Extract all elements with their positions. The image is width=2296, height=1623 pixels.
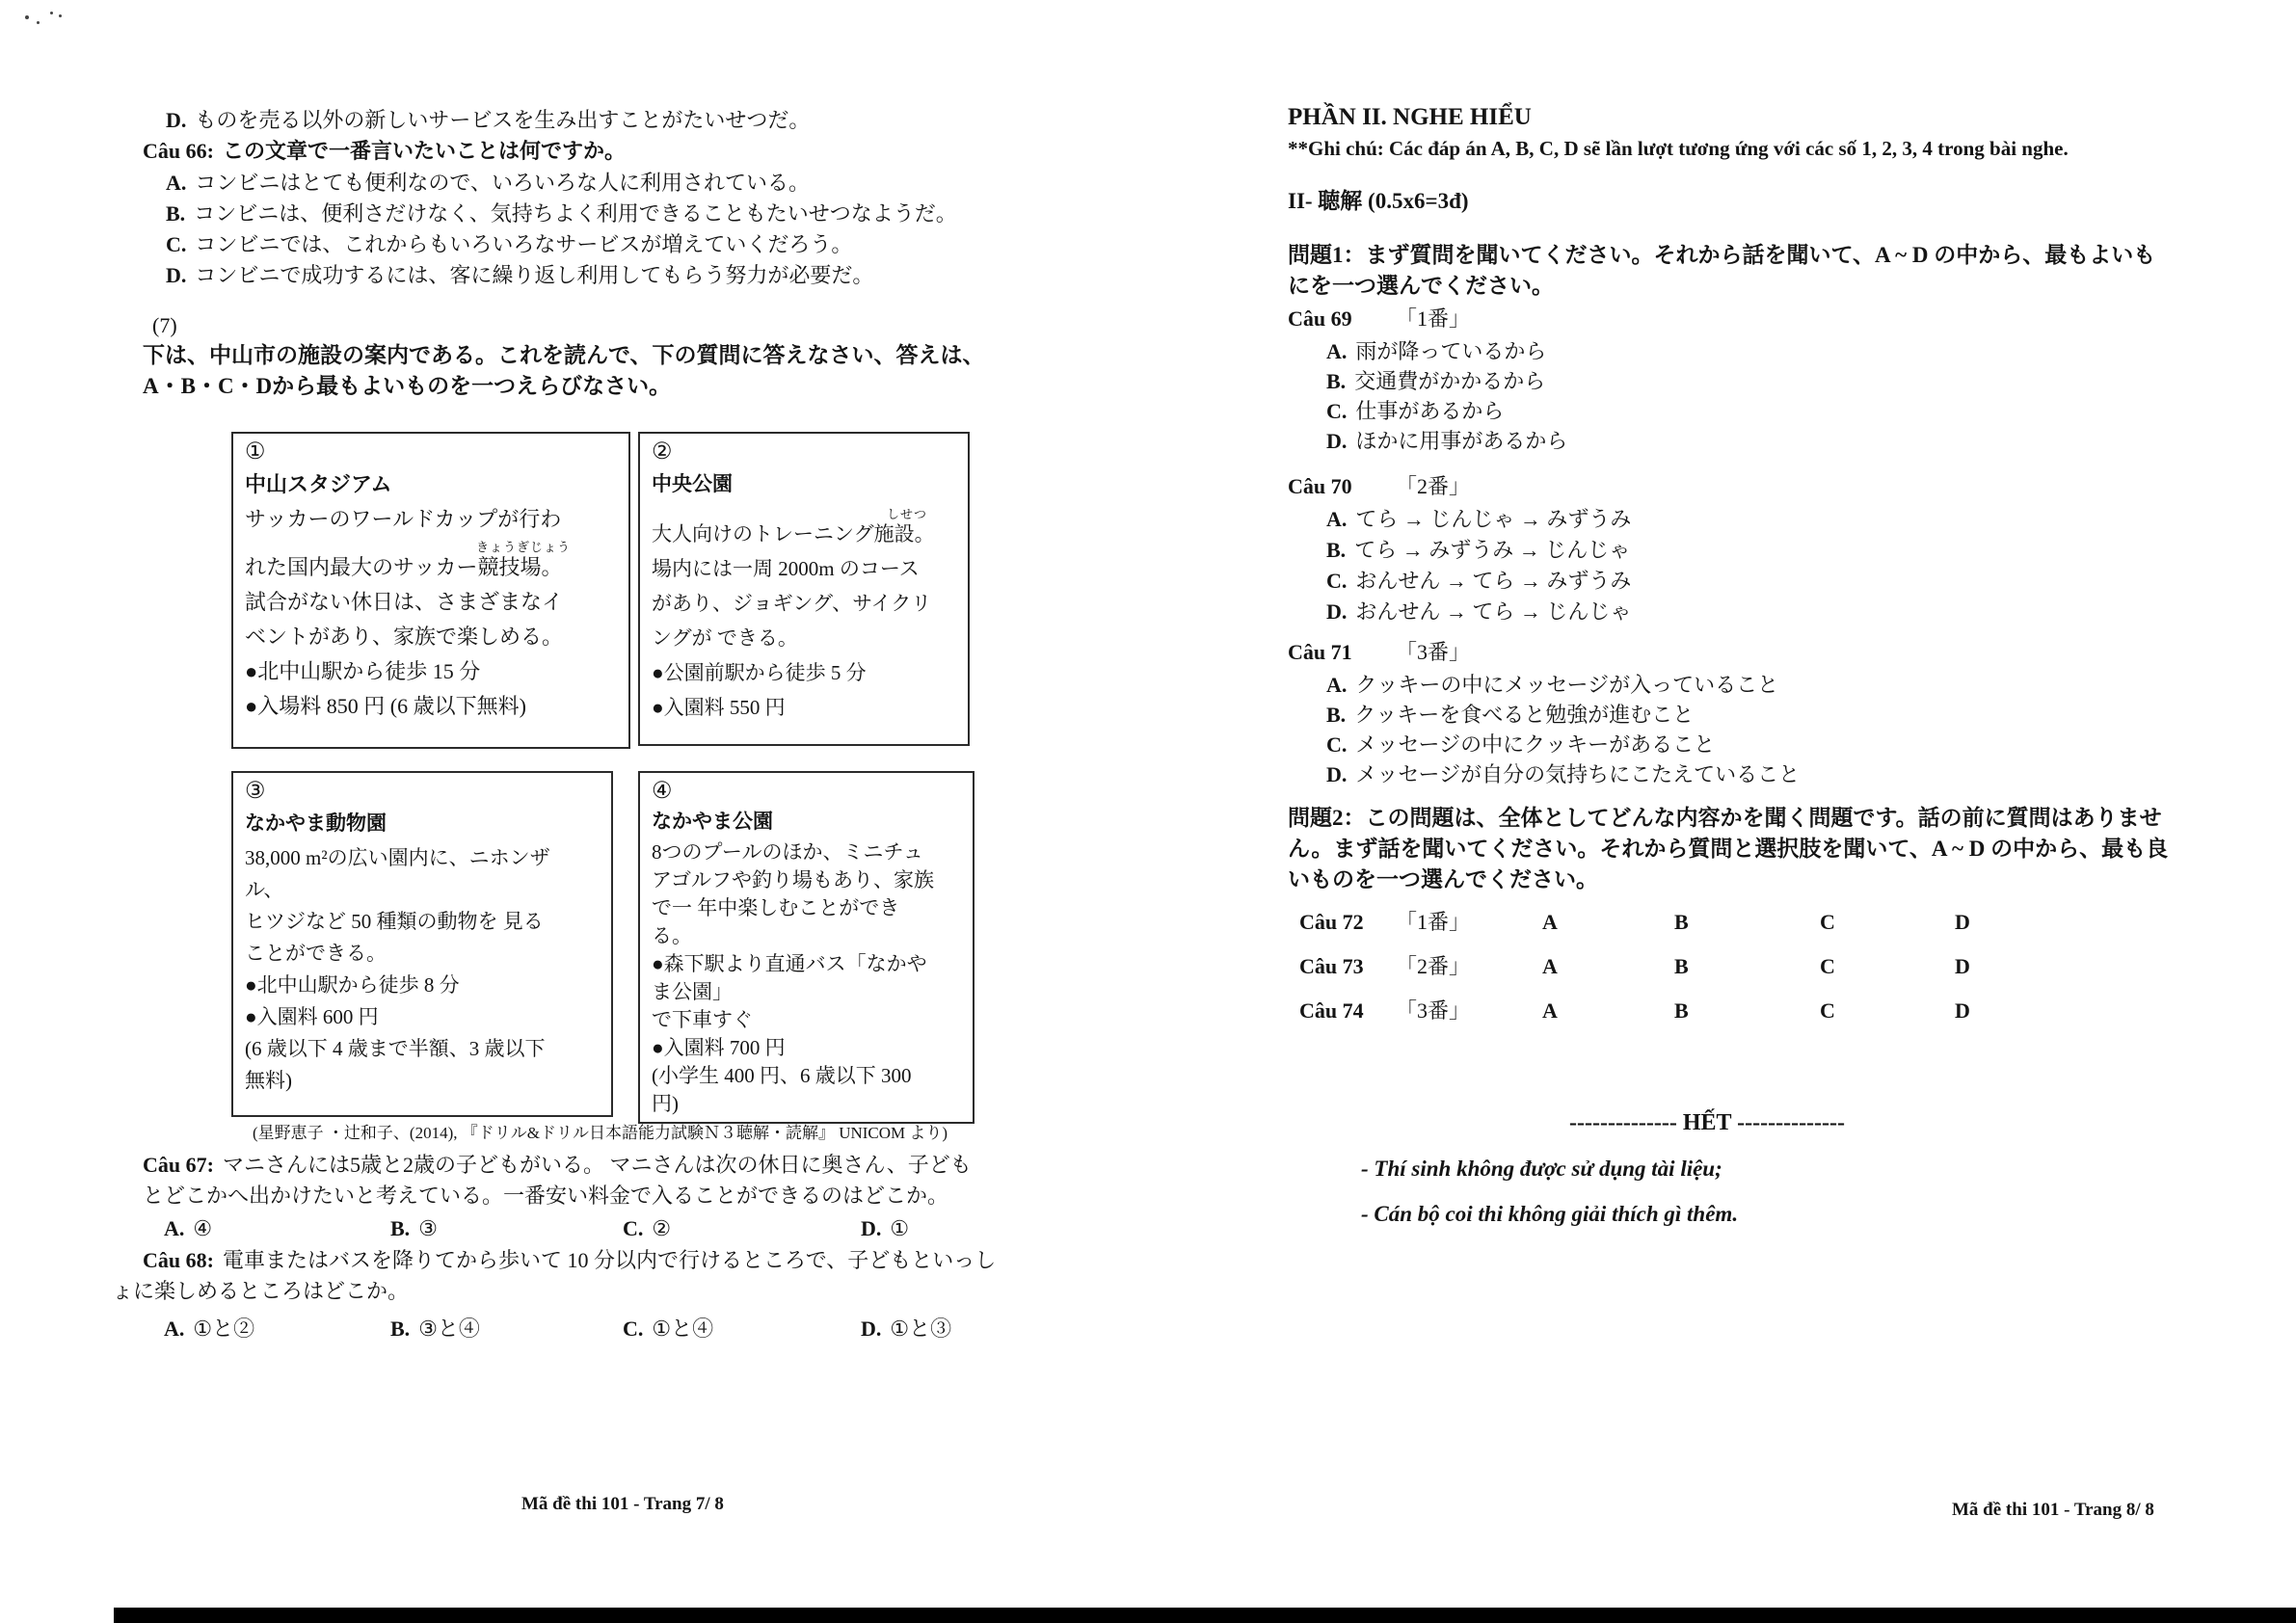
- box-line-text: ●公園前駅から徒歩 5 分: [652, 661, 867, 684]
- option-text: ③と④: [418, 1317, 480, 1341]
- option-letter: C.: [1326, 399, 1348, 423]
- q71-option-a: [1326, 673, 1778, 697]
- box-line-text: 試合がない休日は、さまざまなイ: [245, 590, 564, 614]
- box-line: [652, 892, 961, 920]
- box-line-text: ●北中山駅から徒歩 8 分: [245, 973, 460, 997]
- q72-choice-a: A: [1542, 910, 1558, 934]
- source-citation: (星野恵子 ・辻和子、(2014), 『ドリル&ドリル日本語能力試験Ｎ３聴解・読解』 UNICOM より): [253, 1124, 948, 1142]
- question-73-label: Câu 73: [1299, 954, 1364, 978]
- q74-choice-a: A: [1542, 998, 1558, 1023]
- q73-choice-b: B: [1674, 954, 1689, 978]
- option-letter: B.: [166, 201, 186, 226]
- q70-option-d: [1326, 599, 1631, 624]
- box-line: [652, 948, 961, 976]
- box-line: [652, 657, 956, 692]
- scan-artifact: [25, 15, 29, 19]
- question-67-line2: とどこかへ出かけたいと考えている。一番安い料金で入ることができるのはどこか。: [143, 1184, 949, 1208]
- q73-choice-a: A: [1542, 954, 1558, 978]
- mondai1-instructions-line2: にを一つ選んでください。: [1288, 274, 1554, 298]
- option-letter: A.: [1326, 339, 1348, 363]
- option-text: ①: [890, 1216, 910, 1240]
- option-text: てら → じんじゃ → みずうみ: [1355, 507, 1632, 531]
- box-line-text: (6 歳以下 4 歳まで半額、3 歳以下: [245, 1037, 546, 1060]
- option-text: 雨が降っているから: [1355, 339, 1547, 363]
- q69-option-d: [1326, 429, 1567, 453]
- option-text: コンビニはとても便利なので、いろいろな人に利用されている。: [195, 171, 810, 195]
- question-74-label: Câu 74: [1299, 998, 1364, 1023]
- q74-choice-b: B: [1674, 998, 1689, 1023]
- q66-option-c: [166, 232, 852, 256]
- q68-option-d: [861, 1317, 951, 1341]
- q71-option-b: [1326, 703, 1694, 727]
- option-letter: C.: [1326, 732, 1348, 757]
- question-70-band: 「2番」: [1396, 474, 1471, 498]
- box-number: ④: [652, 779, 673, 804]
- box-line-text: ヒツジなど 50 種類の動物を 見る: [245, 910, 544, 933]
- box-line: [652, 837, 961, 865]
- box-line: [652, 920, 961, 948]
- option-letter: D.: [1326, 599, 1348, 624]
- facility-box-zoo: [231, 771, 613, 1117]
- option-text: ①と②: [193, 1317, 255, 1341]
- passage-intro-line1: 下は、中山市の施設の案内である。これを読んで、下の質問に答えなさい、答えは、: [143, 343, 985, 367]
- q66-option-d: [166, 263, 873, 287]
- exam-footnote-2: - Cán bộ coi thi không giải thích gì thêm.: [1361, 1202, 1739, 1226]
- box-title: なかやま動物園: [245, 812, 387, 835]
- question-74-band: 「3番」: [1396, 998, 1471, 1023]
- box-line: [245, 970, 600, 1001]
- box-line-text: があり、ジョギング、サイクリ: [652, 592, 932, 615]
- part2-note: **Ghi chú: Các đáp án A, B, C, D sẽ lần lượt tương ứng với các số 1, 2, 3, 4 trong bài nghe.: [1288, 137, 2069, 160]
- q67-option-b: [390, 1216, 438, 1240]
- box-line-text: ベントがあり、家族で楽しめる。: [245, 625, 564, 649]
- box-number: ②: [652, 439, 673, 465]
- page-footer-right: Mã đề thi 101 - Trang 8/ 8: [1952, 1500, 2154, 1520]
- option-letter: A.: [1326, 507, 1348, 531]
- question-68-line2: ょに楽しめるところはどこか。: [112, 1279, 410, 1303]
- box-line: [245, 690, 617, 725]
- option-letter: B.: [390, 1216, 411, 1240]
- option-text: メッセージが自分の気持ちにこたえていること: [1355, 762, 1801, 786]
- box-line: [245, 540, 617, 586]
- question-label: Câu 68:: [143, 1248, 214, 1272]
- option-text: ①と③: [890, 1317, 952, 1341]
- facility-box-nakayama-park: [638, 771, 974, 1124]
- box-line-text: 38,000 m²の広い園内に、ニホンザ: [245, 846, 550, 869]
- q70-option-c: [1326, 569, 1631, 593]
- option-text: てら → みずうみ → じんじゃ: [1354, 538, 1631, 562]
- box-line-text: ことができる。: [245, 942, 387, 965]
- question-label: Câu 67:: [143, 1153, 214, 1177]
- scan-artifact: [50, 12, 53, 14]
- part2-title: PHẦN II. NGHE HIỂU: [1288, 104, 1532, 130]
- option-text: ②: [652, 1216, 672, 1240]
- option-letter: D.: [166, 263, 187, 287]
- q71-option-c: [1326, 732, 1715, 757]
- option-text: コンビニでは、これからもいろいろなサービスが増えていくだろう。: [195, 232, 853, 256]
- box-line-text: ル、: [245, 878, 284, 901]
- q66-option-b: [166, 201, 957, 226]
- box-line-text: で一 年中楽しむことができ: [652, 896, 900, 919]
- scan-edge-bar: [114, 1608, 2296, 1623]
- question-66: [143, 139, 626, 163]
- q66-option-a: [166, 171, 810, 195]
- option-letter: B.: [390, 1317, 411, 1341]
- question-text: この文章で一番言いたいことは何ですか。: [222, 139, 626, 163]
- box-line: [652, 692, 956, 727]
- option-text: クッキーを食べると勉強が進むこと: [1354, 703, 1695, 727]
- box-title: 中央公園: [652, 472, 733, 495]
- q73-choice-c: C: [1820, 954, 1835, 978]
- option-letter: A.: [164, 1216, 185, 1240]
- box-line-text: る。: [652, 924, 692, 947]
- box-line-text: で下車すぐ: [652, 1008, 753, 1031]
- question-69-label: Câu 69: [1288, 306, 1352, 331]
- option-letter: A.: [1326, 673, 1348, 697]
- box-line: [652, 1088, 961, 1116]
- q74-choice-d: D: [1955, 998, 1970, 1023]
- box-line-text: サッカーのワールドカップが行わ: [245, 507, 562, 531]
- q67-option-c: [623, 1216, 671, 1240]
- q72-choice-d: D: [1955, 910, 1970, 934]
- box-line: [652, 865, 961, 892]
- box-line-text: れた国内最大のサッカー競技場。: [245, 555, 563, 579]
- question-text: マニさんには5歳と2歳の子どもがいる。 マニさんは次の休日に奥さん、子ども: [222, 1153, 972, 1177]
- box-line: [245, 503, 617, 538]
- option-text: 交通費がかかるから: [1354, 369, 1546, 393]
- question-72-band: 「1番」: [1396, 910, 1471, 934]
- option-letter: A.: [164, 1317, 185, 1341]
- q67-option-d: [861, 1216, 909, 1240]
- box-line: [652, 553, 956, 588]
- q67-option-a: [164, 1216, 212, 1240]
- option-text: メッセージの中にクッキーがあること: [1355, 732, 1716, 757]
- mondai2-instructions-line3: いものを一つ選んでください。: [1288, 867, 1598, 891]
- question-67: [143, 1153, 972, 1177]
- option-text: ③: [418, 1216, 438, 1240]
- box-line-text: 円): [652, 1092, 679, 1115]
- option-text: おんせん → てら → みずうみ: [1355, 569, 1632, 593]
- q73-choice-d: D: [1955, 954, 1970, 978]
- box-line-text: アゴルフや釣り場もあり、家族: [652, 868, 934, 891]
- box-title: 中山スタジアム: [245, 472, 392, 496]
- option-letter: C.: [623, 1216, 644, 1240]
- option-text: クッキーの中にメッセージが入っていること: [1355, 673, 1779, 697]
- option-letter: B.: [1326, 369, 1347, 393]
- facility-box-central-park: [638, 432, 970, 746]
- question-72-label: Câu 72: [1299, 910, 1364, 934]
- box-line: [245, 842, 600, 874]
- exam-footnote-1: - Thí sinh không được sử dụng tài liệu;: [1361, 1157, 1722, 1181]
- mondai2-instructions-line2: ん。まず話を聞いてください。それから質問と選択肢を聞いて、A ~ D の中から、最も良: [1288, 837, 2169, 861]
- q68-option-a: [164, 1317, 254, 1341]
- box-line-text: ●入園料 700 円: [652, 1036, 786, 1059]
- box-line: [245, 655, 617, 690]
- box-line-text: ●入園料 550 円: [652, 696, 786, 719]
- box-line-text: 8つのプールのほか、ミニチュ: [652, 840, 923, 864]
- question-73-band: 「2番」: [1396, 954, 1471, 978]
- question-71-label: Câu 71: [1288, 640, 1352, 664]
- option-text: おんせん → てら → じんじゃ: [1355, 599, 1632, 624]
- box-line-text: ●北中山駅から徒歩 15 分: [245, 659, 481, 683]
- box-line: [652, 507, 956, 553]
- option-letter: A.: [166, 171, 187, 195]
- box-line-text: ●入場料 850 円 (6 歳以下無料): [245, 694, 526, 718]
- end-of-exam-marker: -------------- HẾT --------------: [1568, 1110, 1846, 1135]
- question-70-label: Câu 70: [1288, 474, 1352, 498]
- q74-choice-c: C: [1820, 998, 1835, 1023]
- option-letter: D.: [1326, 429, 1348, 453]
- mondai1-instructions-line1: 問題1：まず質問を聞いてください。それから話を聞いて、A ~ D の中から、最もよいも: [1288, 243, 2156, 267]
- q72-choice-c: C: [1820, 910, 1835, 934]
- box-line: [245, 906, 600, 938]
- q69-option-b: [1326, 369, 1545, 393]
- option-letter: C.: [166, 232, 187, 256]
- q68-option-c: [623, 1317, 713, 1341]
- furigana: しせつ: [887, 507, 928, 521]
- furigana: きょうぎじょう: [476, 540, 572, 554]
- question-label: Câu 66:: [143, 139, 214, 163]
- option-text: コンビニで成功するには、客に繰り返し利用してもらう努力が必要だ。: [195, 263, 874, 287]
- question-69-band: 「1番」: [1396, 306, 1471, 331]
- scan-artifact: [59, 14, 62, 17]
- option-letter: D.: [1326, 762, 1348, 786]
- box-line: [245, 1001, 600, 1033]
- option-letter: B.: [1326, 703, 1347, 727]
- option-letter: D.: [166, 108, 187, 132]
- option-text: 仕事があるから: [1355, 399, 1505, 423]
- box-line-text: 大人向けのトレーニング施設。: [652, 522, 935, 545]
- option-text: ④: [193, 1216, 213, 1240]
- box-line: [652, 588, 956, 623]
- listening-section-title: II- 聴解 (0.5x6=3đ): [1288, 189, 1469, 213]
- box-line-text: ●森下駅より直通バス「なかや: [652, 952, 927, 975]
- box-line: [245, 938, 600, 970]
- box-line-text: (小学生 400 円、6 歳以下 300: [652, 1064, 912, 1087]
- page-footer-left: Mã đề thi 101 - Trang 7/ 8: [521, 1494, 724, 1514]
- q68-option-b: [390, 1317, 480, 1341]
- scan-artifact: [37, 21, 40, 24]
- reading-option-d: [166, 108, 810, 132]
- q69-option-c: [1326, 399, 1504, 423]
- box-line: [245, 874, 600, 906]
- question-68: [143, 1248, 996, 1272]
- box-line-text: ングが できる。: [652, 626, 798, 650]
- box-line: [245, 1065, 600, 1097]
- box-number: ①: [245, 439, 266, 465]
- option-text: コンビニは、便利さだけなく、気持ちよく利用できることもたいせつなようだ。: [194, 201, 957, 226]
- q72-choice-b: B: [1674, 910, 1689, 934]
- mondai2-instructions-line1: 問題2：この問題は、全体としてどんな内容かを聞く問題です。話の前に質問はありませ: [1288, 806, 2162, 830]
- box-line: [245, 586, 617, 621]
- box-line-text: ●入園料 600 円: [245, 1005, 379, 1028]
- box-line: [652, 623, 956, 657]
- option-letter: C.: [623, 1317, 644, 1341]
- passage-number: (7): [152, 313, 177, 337]
- option-text: ほかに用事があるから: [1355, 429, 1568, 453]
- box-number: ③: [245, 779, 266, 804]
- box-line: [245, 621, 617, 655]
- q71-option-d: [1326, 762, 1800, 786]
- option-text: ものを売る以外の新しいサービスを生み出すことがたいせつだ。: [195, 108, 811, 132]
- box-line: [245, 1033, 600, 1065]
- box-line-text: 場内には一周 2000m のコース: [652, 557, 920, 580]
- passage-intro-line2: A・B・C・Dから最もよいものを一つえらびなさい。: [143, 374, 672, 398]
- box-line: [652, 1004, 961, 1032]
- q69-option-a: [1326, 339, 1546, 363]
- box-line: [652, 1032, 961, 1060]
- option-letter: D.: [861, 1317, 882, 1341]
- option-letter: C.: [1326, 569, 1348, 593]
- q70-option-a: [1326, 507, 1631, 531]
- option-letter: B.: [1326, 538, 1347, 562]
- box-title: なかやま公園: [652, 810, 773, 833]
- question-text: 電車またはバスを降りてから歩いて 10 分以内で行けるところで、子どもといっし: [222, 1248, 997, 1272]
- box-line-text: ま公園」: [652, 980, 733, 1003]
- q70-option-b: [1326, 538, 1630, 562]
- box-line: [652, 976, 961, 1004]
- option-letter: D.: [861, 1216, 882, 1240]
- box-line: [652, 1060, 961, 1088]
- option-text: ①と④: [652, 1317, 714, 1341]
- question-71-band: 「3番」: [1396, 640, 1471, 664]
- facility-box-stadium: [231, 432, 630, 749]
- box-line-text: 無料): [245, 1069, 292, 1092]
